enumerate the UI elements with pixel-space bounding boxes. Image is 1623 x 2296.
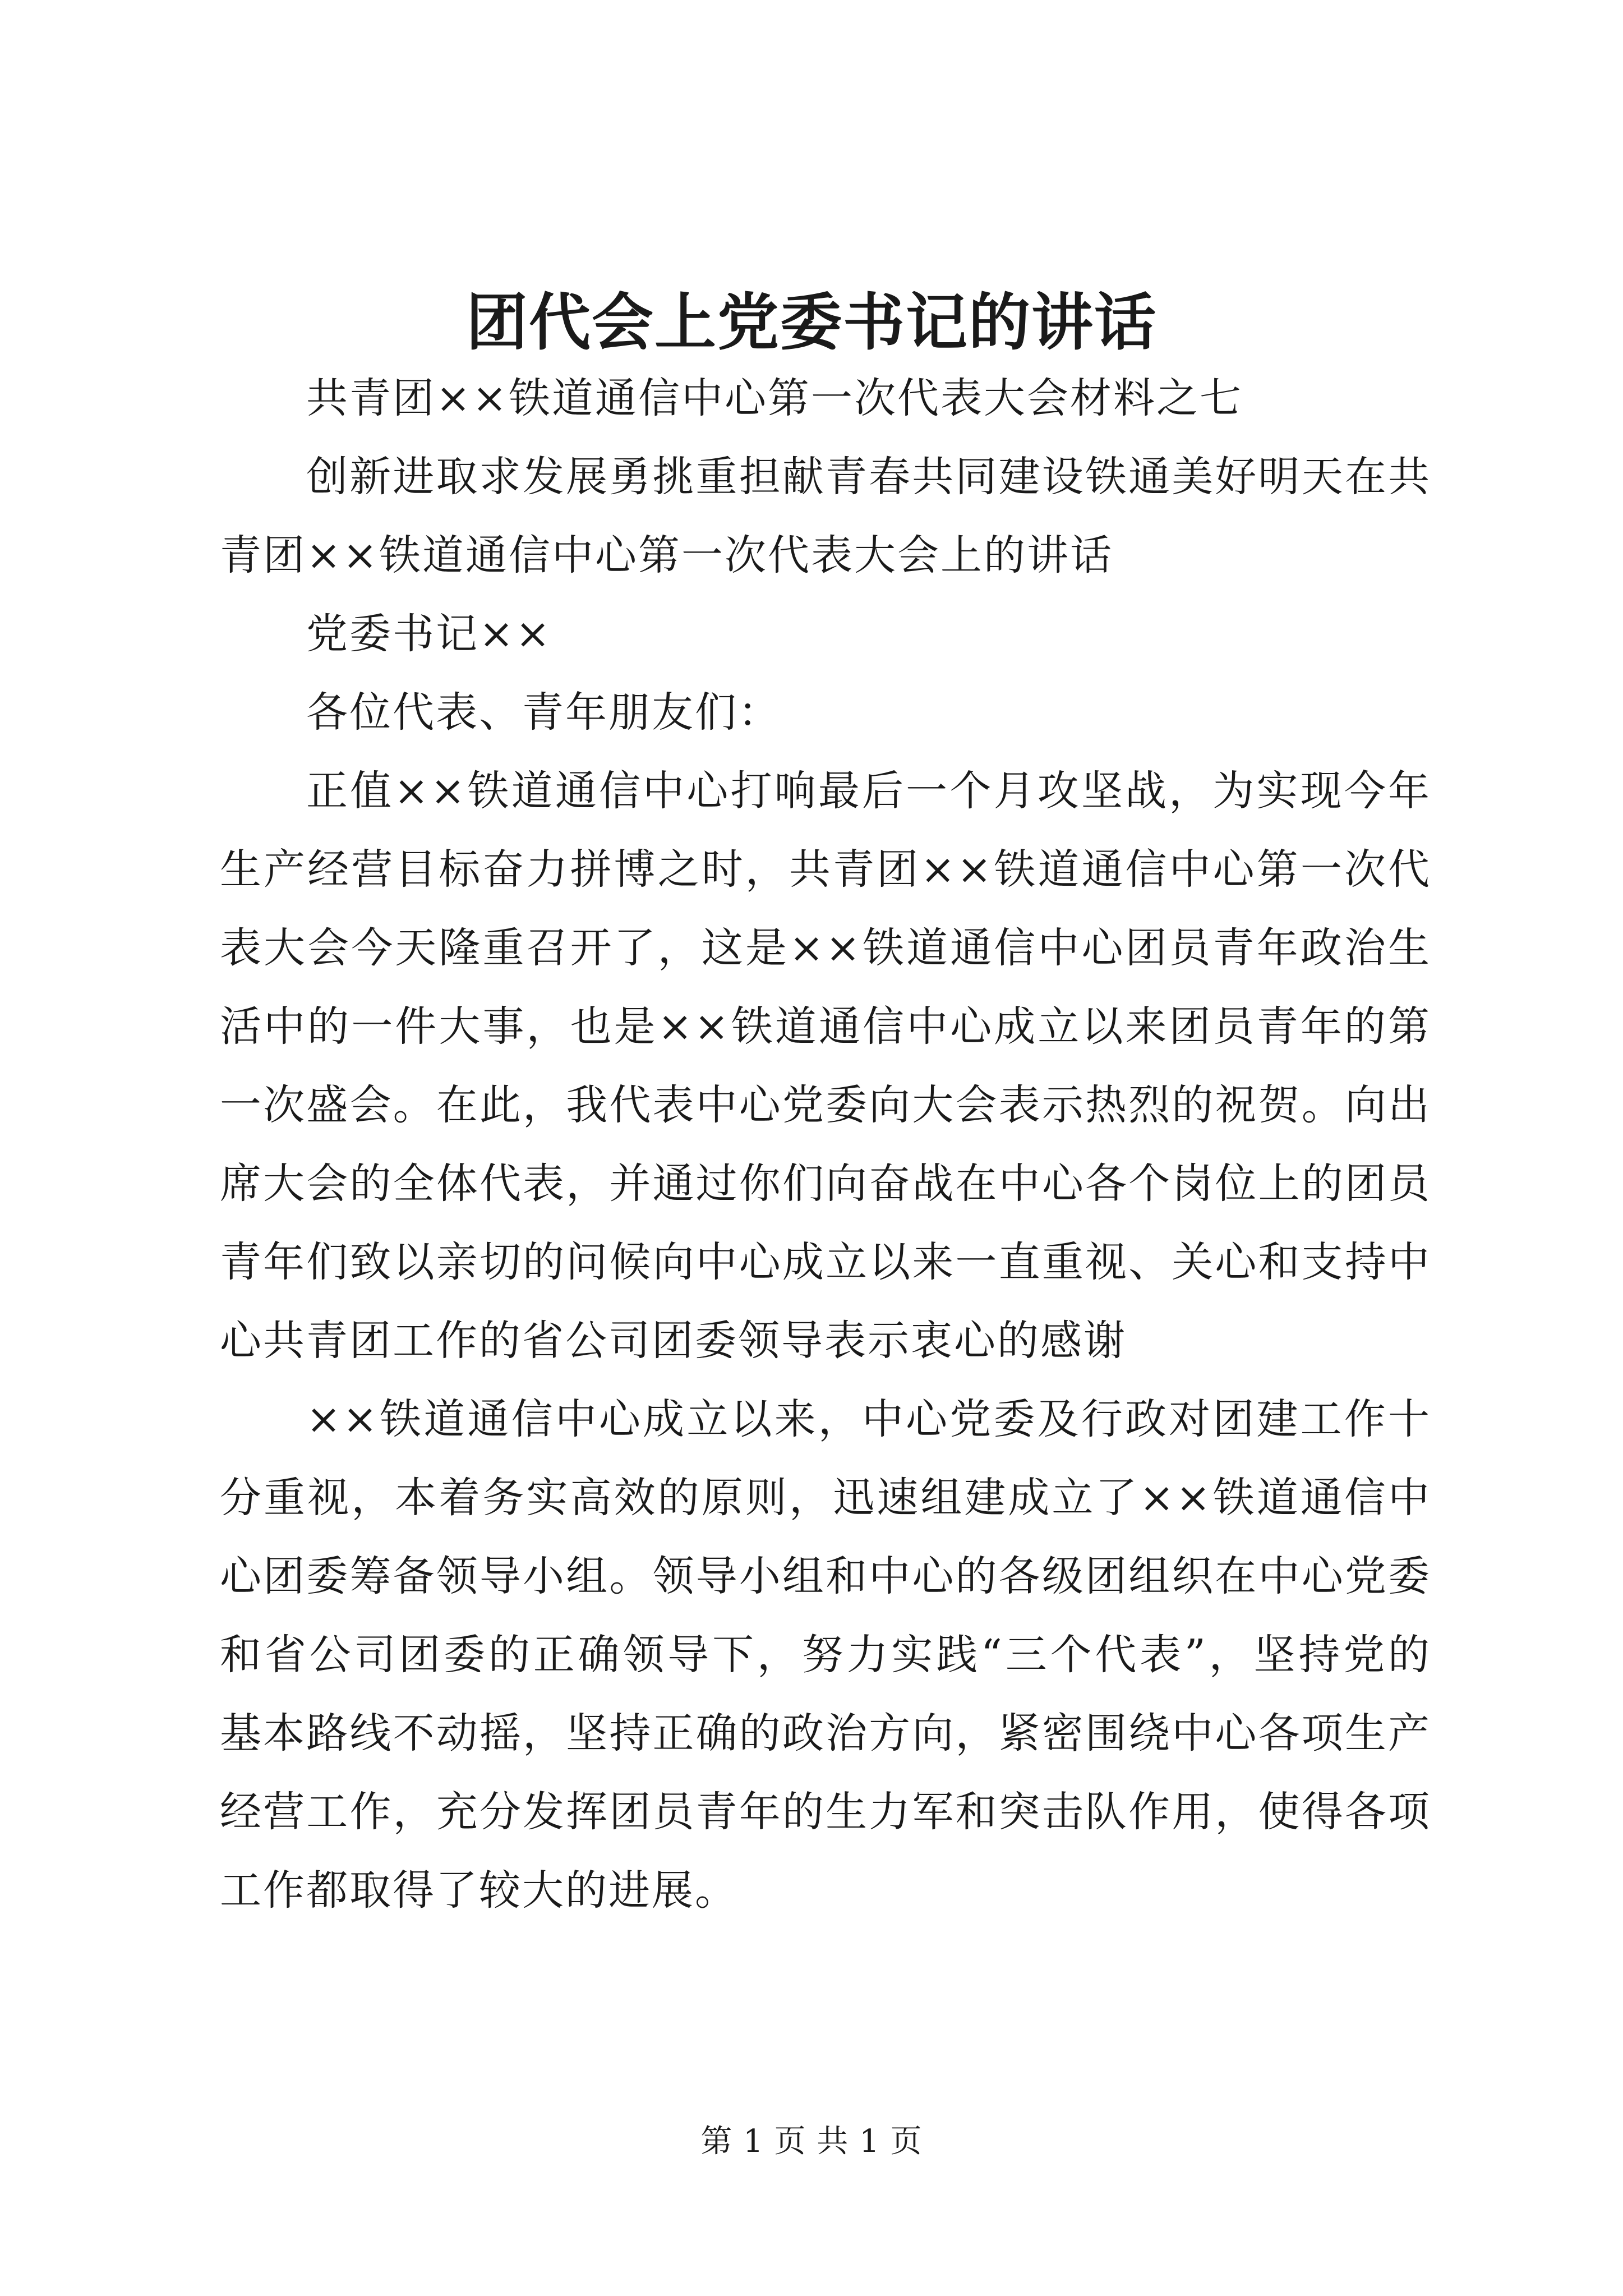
body-paragraph: 正值××铁道通信中心打响最后一个月攻坚战，为实现今年生产经营目标奋力拼博之时，共青团××铁道通信中心第一次代表大会今天隆重召开了，这是××铁道通信中心团员青年政治生活中的一件大事，也是××铁道通信中心成立以来团员青年的第一次盛会。在此，我代表中心党委向大会表示热烈的祝贺。向出席大会的全体代表，并通过你们向奋战在中心各个岗位上的团员青年们致以亲切的问候向中心成立以来一直重视、关心和支持中心共青团工作的省公司团委领导表示衷心的感谢 — [220, 767, 1431, 1365]
speaker-paragraph: 党委书记×× — [306, 610, 552, 658]
subtitle-paragraph: 共青团××铁道通信中心第一次代表大会材料之七 — [306, 374, 1243, 422]
speech-heading-paragraph: 创新进取求发展勇挑重担献青春共同建设铁通美好明天在共青团××铁道通信中心第一次代表大会上的讲话 — [220, 453, 1431, 579]
document-body — [220, 359, 1431, 1930]
salutation-paragraph: 各位代表、青年朋友们： — [306, 688, 781, 737]
body-paragraph: ××铁道通信中心成立以来，中心党委及行政对团建工作十分重视，本着务实高效的原则，迅速组建成立了××铁道通信中心团委筹备领导小组。领导小组和中心的各级团组织在中心党委和省公司团委的正确领导下，努力实践“三个代表”，坚持党的基本路线不动摇，坚持正确的政治方向，紧密围绕中心各项生产经营工作，充分发挥团员青年的生力军和突击队作用，使得各项工作都取得了较大的进展。 — [220, 1395, 1431, 1915]
page-number-footer: 第 1 页 共 1 页 — [700, 2123, 923, 2160]
document-title: 团代会上党委书记的讲话 — [466, 286, 1157, 358]
